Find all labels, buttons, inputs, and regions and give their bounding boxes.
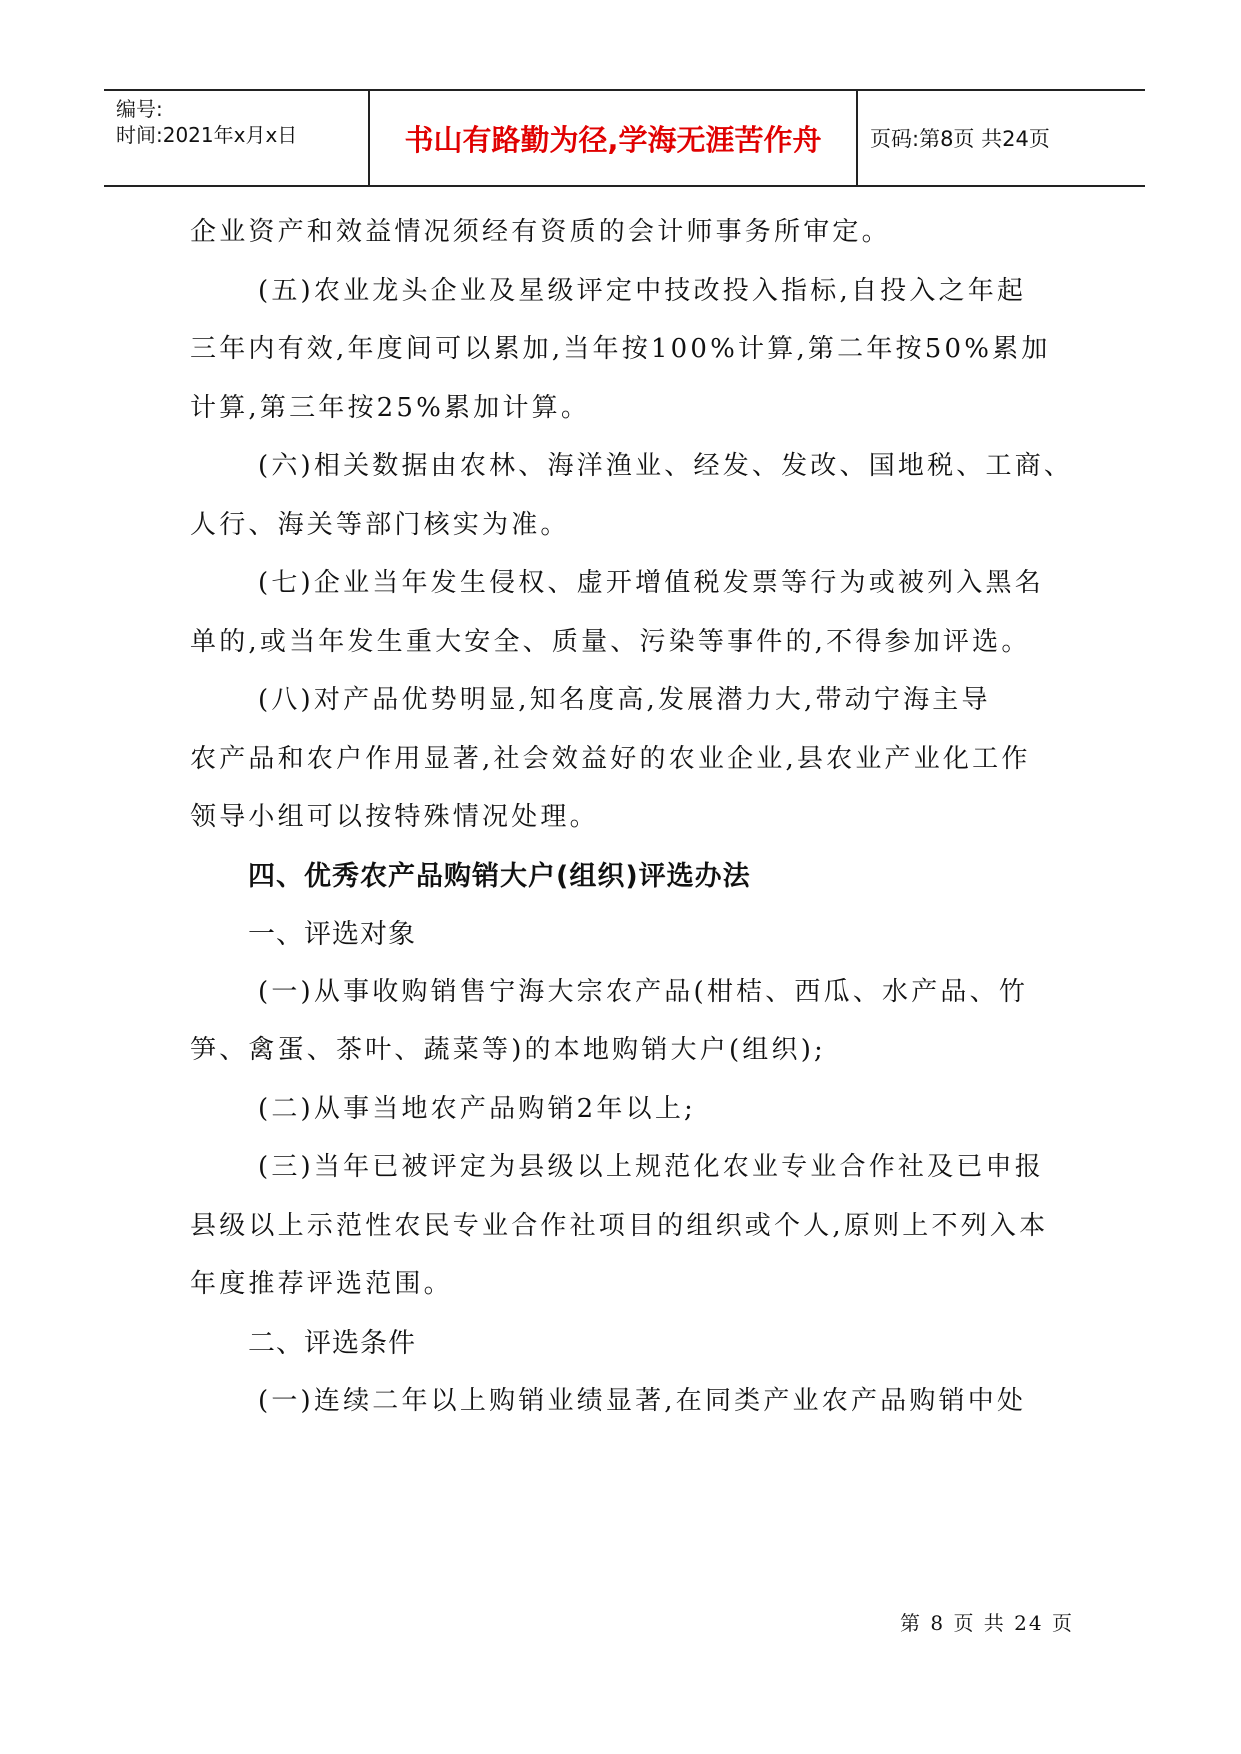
paragraph-line: 单的,或当年发生重大安全、质量、污染等事件的,不得参加评选。 [190, 627, 1031, 657]
page-header [104, 89, 1145, 187]
paragraph-line: 笋、禽蛋、茶叶、蔬菜等)的本地购销大户(组织); [190, 1035, 826, 1065]
header-motto: 书山有路勤为径,学海无涯苦作舟 [368, 91, 858, 185]
paragraph-line: (七)企业当年发生侵权、虚开增值税发票等行为或被列入黑名 [258, 568, 1044, 598]
subsection-heading: 二、评选条件 [248, 1328, 416, 1359]
paragraph-line: 县级以上示范性农民专业合作社项目的组织或个人,原则上不列入本 [190, 1211, 1049, 1241]
paragraph-line: 人行、海关等部门核实为准。 [190, 510, 570, 540]
paragraph-line: (一)连续二年以上购销业绩显著,在同类产业农产品购销中处 [258, 1386, 1027, 1416]
header-meta [116, 91, 366, 185]
paragraph-line: 领导小组可以按特殊情况处理。 [190, 802, 599, 832]
paragraph-line: 年度推荐评选范围。 [190, 1269, 453, 1299]
paragraph-line: 三年内有效,年度间可以累加,当年按100%计算,第二年按50%累加 [190, 334, 1051, 364]
paragraph-line: (六)相关数据由农林、海洋渔业、经发、发改、国地税、工商、 [258, 451, 1074, 481]
subsection-heading: 一、评选对象 [248, 919, 416, 950]
paragraph-line: (二)从事当地农产品购销2年以上; [258, 1094, 696, 1124]
page-footer: 第 8 页 共 24 页 [900, 1611, 1074, 1635]
paragraph-line: 计算,第三年按25%累加计算。 [190, 393, 591, 423]
section-heading: 四、优秀农产品购销大户(组织)评选办法 [248, 861, 751, 892]
paragraph-line: (一)从事收购销售宁海大宗农产品(柑桔、西瓜、水产品、竹 [258, 977, 1029, 1007]
paragraph-line: (三)当年已被评定为县级以上规范化农业专业合作社及已申报 [258, 1152, 1044, 1182]
paragraph-line: (八)对产品优势明显,知名度高,发展潜力大,带动宁海主导 [258, 685, 991, 715]
header-date-label: 时间:2021年x月x日 [116, 123, 298, 147]
header-page-info: 页码:第8页 共24页 [870, 127, 1050, 151]
paragraph-line: 企业资产和效益情况须经有资质的会计师事务所审定。 [190, 217, 891, 247]
header-number-label: 编号: [116, 97, 163, 121]
paragraph-line: 农产品和农户作用显著,社会效益好的农业企业,县农业产业化工作 [190, 744, 1031, 774]
paragraph-line: (五)农业龙头企业及星级评定中技改投入指标,自投入之年起 [258, 276, 1027, 306]
